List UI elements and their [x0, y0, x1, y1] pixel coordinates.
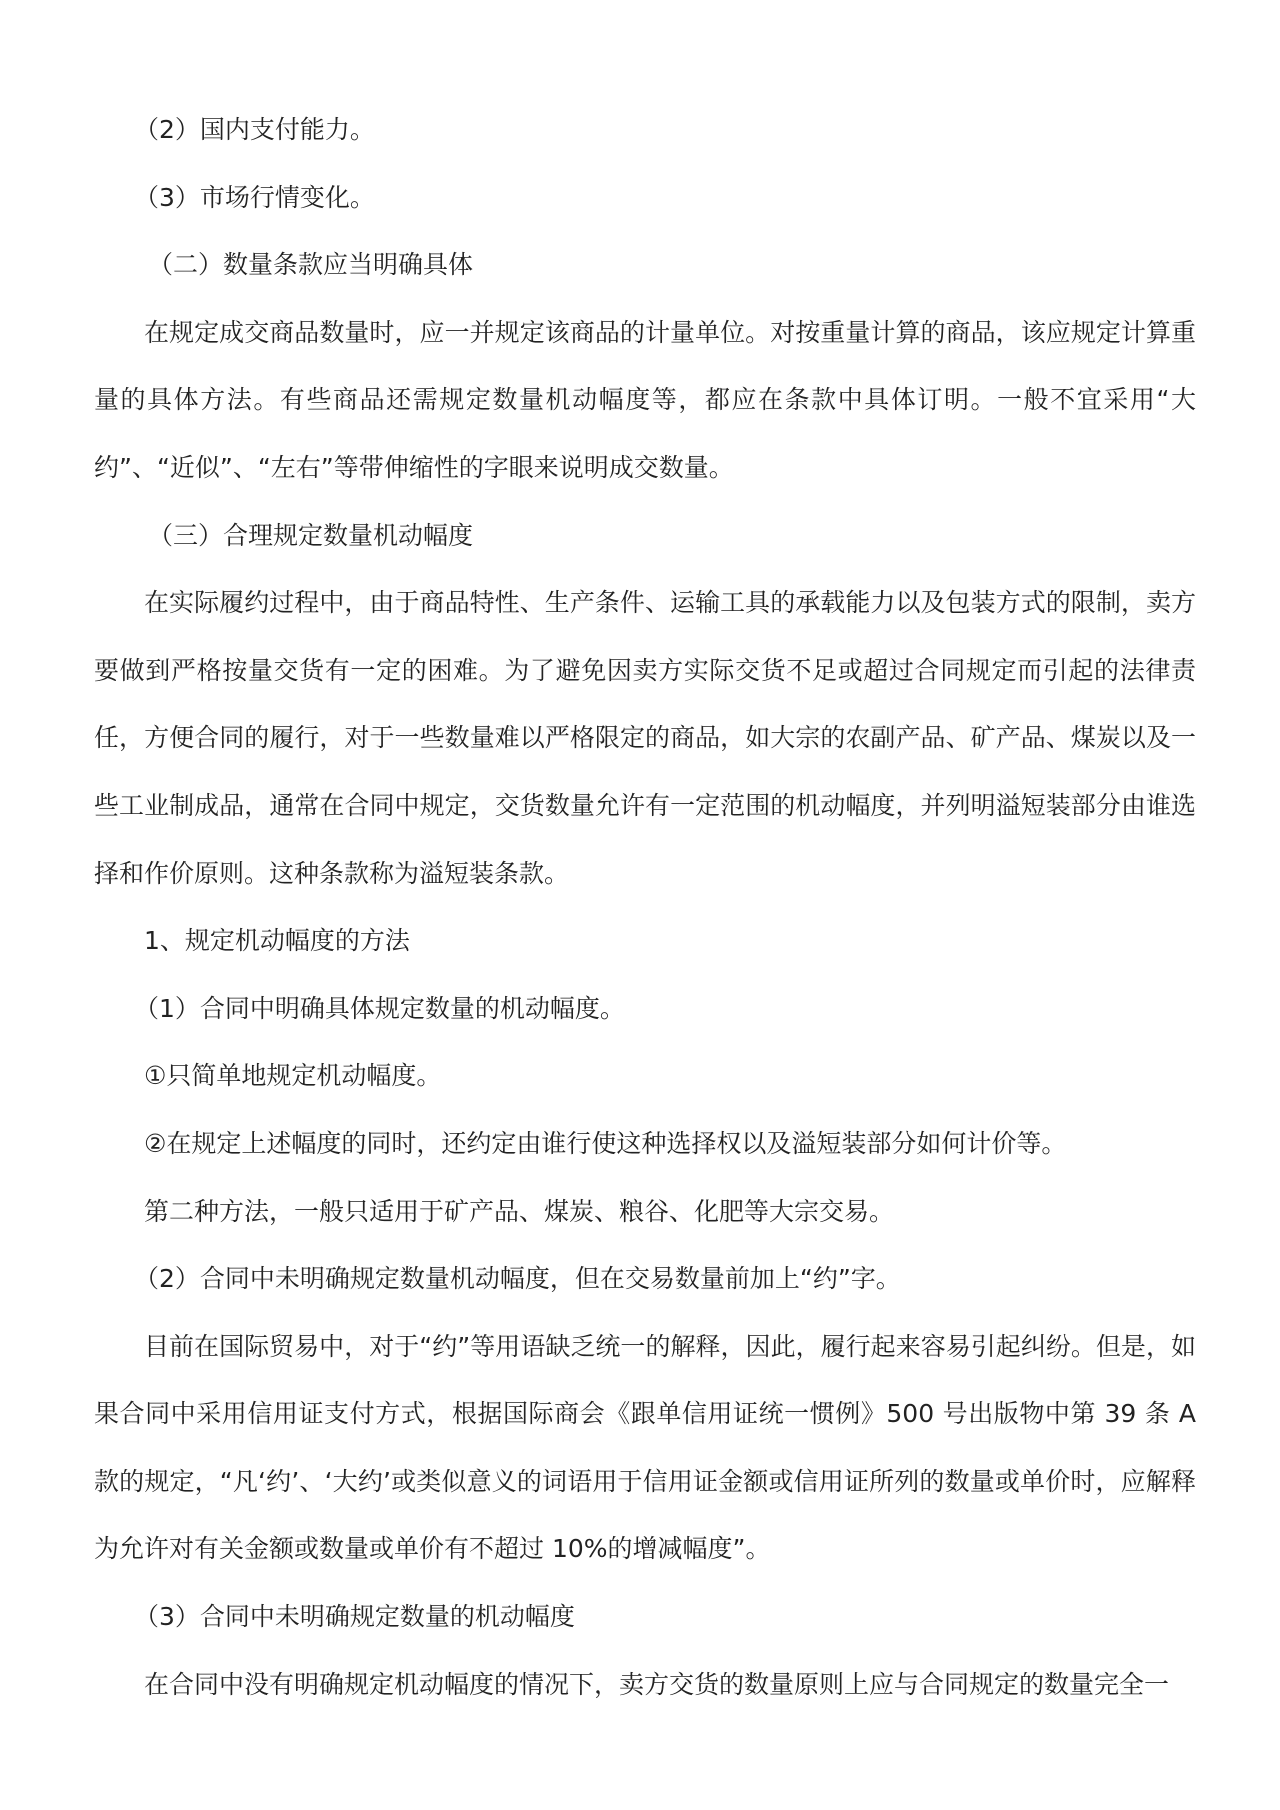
section-heading-tolerance: （三）合理规定数量机动幅度 [148, 520, 474, 550]
list-item-tolerance-with-option: ②在规定上述幅度的同时，还约定由谁行使这种选择权以及溢短装部分如何计价等。 [144, 1128, 1067, 1158]
list-item-no-tolerance: （3）合同中未明确规定数量的机动幅度 [134, 1602, 575, 1632]
list-item-market-changes: （3）市场行情变化。 [134, 182, 375, 212]
list-item-explicit-tolerance: （1）合同中明确具体规定数量的机动幅度。 [134, 993, 625, 1023]
paragraph-no-tolerance-rule: 在合同中没有明确规定机动幅度的情况下，卖方交货的数量原则上应与合同规定的数量完全一 [144, 1669, 1170, 1699]
paragraph-ucp500-rule: 目前在国际贸易中，对于“约”等用语缺乏统一的解释，因此，履行起来容易引起纠纷。但是，如果合同中采用信用证支付方式，根据国际商会《跟单信用证统一惯例》500 号出版物中第 39 条 A 款的规定，“凡‘约’、‘大约’或类似意义的词语用于信用证金额或信用证所列的数量或单价时，应解释为允许对有关金额或数量或单价有不超过 10%的增减幅度”。 [94, 1331, 1196, 1564]
document-body [94, 96, 1196, 1718]
paragraph-second-method: 第二种方法，一般只适用于矿产品、煤炭、粮谷、化肥等大宗交易。 [144, 1196, 895, 1226]
list-item-domestic-payment: （2）国内支付能力。 [134, 115, 375, 144]
section-heading-quantity-clause: （二）数量条款应当明确具体 [148, 250, 474, 280]
paragraph-unit-of-measure: 在规定成交商品数量时，应一并规定该商品的计量单位。对按重量计算的商品，该应规定计算重量的具体方法。有些商品还需规定数量机动幅度等，都应在条款中具体订明。一般不宜采用“大约”、“近似”、“左右”等带伸缩性的字眼来说明成交数量。 [94, 317, 1196, 482]
paragraph-more-or-less-clause: 在实际履约过程中，由于商品特性、生产条件、运输工具的承载能力以及包装方式的限制，卖方要做到严格按量交货有一定的困难。为了避免因卖方实际交货不足或超过合同规定而引起的法律责任，方便合同的履行，对于一些数量难以严格限定的商品，如大宗的农副产品、矿产品、煤炭以及一些工业制成品，通常在合同中规定，交货数量允许有一定范围的机动幅度，并列明溢短装部分由谁选择和作价原则。这种条款称为溢短装条款。 [94, 588, 1196, 888]
list-item-about-wording: （2）合同中未明确规定数量机动幅度，但在交易数量前加上“约”字。 [134, 1264, 901, 1294]
list-item-simple-tolerance: ①只简单地规定机动幅度。 [144, 1061, 442, 1091]
subheading-tolerance-methods: 1、规定机动幅度的方法 [144, 926, 410, 956]
